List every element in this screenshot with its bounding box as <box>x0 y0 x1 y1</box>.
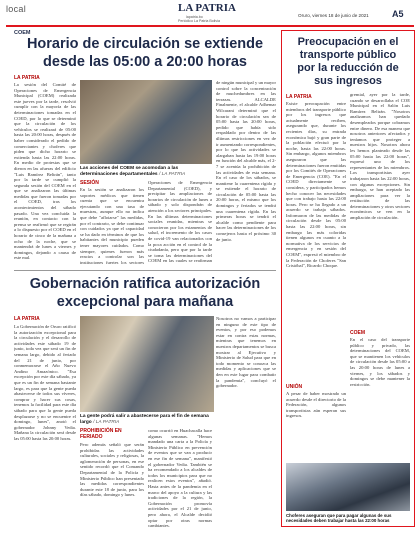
sidebar-col2b: En el caso del transporte público y privado, las determinaciones del COEM, que se mantienen los vehículos de circulación desde las 05:00 a las 20:00 horas de lunes a viernes, y los sábados y domingos se debe mantener la restricción. <box>350 337 410 387</box>
sidebar-subhead-union: UNIÓN <box>286 384 303 390</box>
sidebar-col2: gremial, ayer por la tarde, cuando se desarrollaba el COE Municipal en el Salón Luis Ramírez Beltrán. "Nosotros analizamos han quedado desempleados porque cobramos entre dinero. De esa manera que nosotros anteriores afectados y teníamos que proteger a nuestros hijos. Nosotros ahora les hemos planteado desde las 05:00 hasta las 22:00 horas", expresó uno de los representantes de los miembros. Los transportistas ayer trabajaron hasta las 22:00 horas, con algunas excepciones. Sin embargo, se han aceptado las ampliaciones para ver la restitución de las determinaciones y otros sectores económicos se ven en la ampliación de circulación. <box>350 92 410 221</box>
article2-photo-caption <box>80 414 214 425</box>
section-label: local <box>6 4 27 14</box>
article2-byline: LA PATRIA <box>14 316 40 322</box>
article1-photo-caption <box>80 166 212 177</box>
header-date: Oruro, viernes 18 de junio de 2021 <box>298 13 369 18</box>
article1-title-line2: desde las 05:00 a 20:00 horas <box>43 54 247 70</box>
article1-col4: de ningún municipal y un mayor control sobre la concentración de muchedumbres en las terrazas. ALCALDE Finalmente, el alcalde Adhemar Wilcarani determinó que el horario de circulación sea de 05:00 hasta las 20:00 horas, pedido que había sido respaldado por dentro de las últimas restricciones en vez de ir aumentando correspondientes, por lo que las actividades se alargaban hasta las 19:00 horas en función del alcalde más, el 2-7 se acentúa la prohibición de las actividades de esta semana. En el caso de los sábados, se mantiene la cuarentena rígida y se extiende el horario de circulación de 05:00 hasta las 20:00 horas, el mismo que los domingos y feriados se tendrá una cuarentena rígida. En las primeras horas se tendrá el alcalde como pendiente para hacer las determinaciones de los consejeros hasta el próximo 30 de junio. <box>216 80 276 242</box>
article2-caption-text: La gente podrá salir a abastecerse para el fin de semana largo <box>80 414 209 425</box>
article2-photo-credit: / LA PATRIA <box>93 419 120 425</box>
article2-title-line1: Gobernación ratifica autorización <box>29 276 261 292</box>
article2-title-line2: excepcional para mañana <box>56 294 234 310</box>
article2-col2: Pero además señaló que serán prohibidas las actividades culturales, sociales y religiosas, la aglomeración de personas, en ese sentido recordó que el Comando Departamental de la Policía y Ministerio Público han presentado las medidas correspondientes durante este 18 de junio, para los días sábado, domingo y lunes. <box>80 442 144 498</box>
page-number: A5 <box>392 9 404 19</box>
article2-subhead: PROHIBICIÓN EN FERIADO <box>80 428 122 440</box>
sidebar-subhead-coem: COEM <box>350 330 365 336</box>
sidebar-title-line2: transporte público <box>299 49 397 61</box>
header-rule <box>6 25 414 27</box>
masthead: LA PATRIA <box>178 2 236 14</box>
article1-photo-credit: / LA PATRIA <box>158 171 186 177</box>
tagline-2: Periódico La Patria Bolivia <box>178 19 220 23</box>
sidebar-title-line4: sus ingresos <box>314 75 382 87</box>
sidebar-title-line3: por la reducción de <box>297 62 399 74</box>
sidebar-byline: LA PATRIA <box>286 94 312 100</box>
article1-kicker: COEM <box>14 30 31 36</box>
article2-col4: Nosotros no vamos a participar en ninguno de este tipo de eventos, y por eso podemos estar en contra estas normas, mientras que tenemos en nuestros departamentos se busca mostrar al Ejecutivo y Ministerio de Salud para que en todo momento se conozca las medidas y aplicaciones que se den en este lugar para combatir la pandemia", concluyó el gobernador. <box>216 316 276 389</box>
article1-col1: La sesión del Comité de Operaciones de Emergencia Municipal (COEM) realizada este jueves por la tarde, resolvió cumplir con la mayoría de las determinaciones tomadas en el COED, por lo que se determinó que la circulación de los vehículos se realizará de 05:00 hasta las 20:00 horas, después de haber considerado el pedido de comerciantes y choferes que piden que dicho horario se extienda hasta las 22:00 horas. En medio de protestas que se dieron en las afueras del edificio "Luis Ramírez Beltrán", tanto por la tarde se cumplió la segunda sesión del COEM en el que se analizaron las últimas medidas que fueron tomadas por el COED, tras los acontecimientos del sábado pasado. Una vez concluida la reunión, en contacto con la prensa se reafirmó que se regirán a lo dispuesto por el COED en el horario de cinco de la mañana a ocho de la noche, que se mantendrá de lunes a viernes y domingos, dejando a causa de este mal. <box>14 82 76 261</box>
article2-col3: como ocurrió en Huachacalla hace algunas semanas. "Hemos mandado una carta a la Policía y Ministerio Público en prevención de eventos que se van a producir en ese fin de semana", manifestó el gobernador Vedia. También se ha recomendado a los alcaldes de todos los municipios para que no realicen estos eventos", añadió. Hasta antes de la pandemia en el marco del apoyo a la cultura y las tradiciones de la región, la Gobernación promovía actividades por el 21 de junio, pero ahora, el Alcalde decidió optar por otras normas cambiantes. <box>148 428 212 528</box>
article1-col3: Operaciones de Emergencia Departamental (COED), y precipitar las ampliaciones de horarios de circulación de lunes a sábado y solo dispondrán de atención a los sectores principales. En las últimas determinaciones sociales reunidas, mientras se conocieron por los estamentos de salud, el incremento de los casos de covid-19 van relacionados con la poca acción en el control de la ciudadanía, pero que por la tarde se toma las determinaciones del COEM en las cuales se reafirman <box>148 180 212 264</box>
sidebar-col1b: A pesar de haber mostrado un acuerdo desde el directorio de la Federación, algunos transportistas aún esperan sus ingresos. <box>286 391 346 419</box>
sidebar-title-line1: Preocupación en el <box>297 36 399 48</box>
article1-subhead-sesion: SESIÓN <box>80 180 99 186</box>
article1-byline: LA PATRIA <box>14 75 40 81</box>
sidebar-col1: Existe preocupación entre miembros del transporte público por los ingresos que actualmente reciben, asegurando que, durante los recientes días, su entrada económica bajó y gran parte de la población efectuó por la noche, hasta las 22:00 horas. Sin embargo, algunos miembros aseguraron que las determinaciones fueron emitidas por los Comités de Operaciones de Emergencia (COE). "En el COED directamente se considera, y participados hemos hecho conocer las necesidades que con trabajo hasta las 22:00 horas. Pero se ha llegado a un acuerdo se trabaja sábados. Informaron de las medidas de circulación desde las 05:00 hasta las 22:00 horas, sin embargo las más coloridas tienen algunos en cuanto a la normativa de los servicios de emergencia y en sesión del COEM", expresó el miembro de la Federación de Choferes "San Cristóbal", Ricardo Choque. <box>286 101 346 269</box>
article2-rule <box>14 270 276 271</box>
article1-photo <box>80 80 212 164</box>
sidebar-photo <box>286 463 410 511</box>
article1-col2: En la sesión se analizaron los soportes médicos que tienen cuenta que se encuentra ejecutando con una tasa de muestras, aunque ello no indica que debe "afloiarse" las medidas, por el contrario, se debe continuar con cuidados ya que el capacidad se ha dado en términos de que los habitantes del municipio pueden tener mayores cuidados. Como siempre, quienes fueron más reacios a controlar son las instituciones fuertes los sectores <box>80 187 144 265</box>
article1-title-line1: Horario de circulación se extiende <box>26 36 264 52</box>
tagline-1: lapatria.bo <box>186 15 203 19</box>
sidebar-photo-caption: Choferes aseguran que para pagar algunas de sus necesidades deben trabajar hasta las 22:00 horas <box>286 513 392 524</box>
article2-photo <box>80 316 214 412</box>
article1-caption-text: Las acciones del COEM se acomodan a las determinaciones departamentales <box>80 166 179 177</box>
article2-col1: La Gobernación de Oruro ratificó la autorización excepcional para la circulación y el desarrollo de actividades este sábado 19 de junio, toda vez que será un fin de semana largo, debido al feriado del 21 de junio, por conmemorarse el Año Nuevo Andino Amazónico. "Esa excepción por este día sábado, ya que es un fin de semana bastante largo, es para que la gente pueda abastecerse de todos sus víveres, comprar y hacer sus cosas, tenemos la facilidad para este día sábado para que la gente pueda desplazarse y no se encuentre el domingo, lunes", anotó el gobernador Johnny Vedia. Mañana la circulación será desde las 05:00 hasta las 20:00 horas. <box>14 324 76 441</box>
